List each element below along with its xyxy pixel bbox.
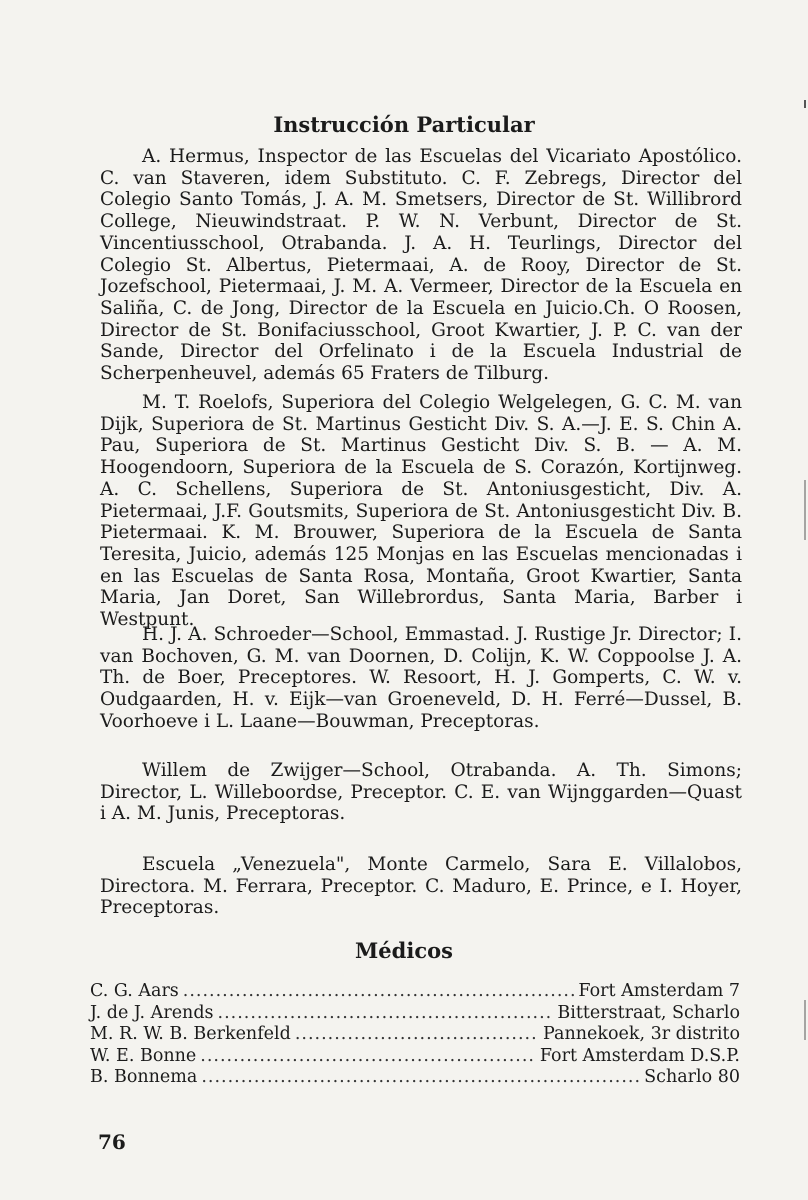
- doctor-address: Scharlo 80: [644, 1067, 740, 1087]
- doctor-name: W. E. Bonne: [90, 1045, 197, 1066]
- scan-edge-mark: [804, 480, 806, 540]
- scan-edge-mark: [804, 1000, 806, 1040]
- paragraph-escuela-venezuela: Escuela „Venezuela", Monte Carmelo, Sara E. Villalobos, Directora. M. Ferrara, Preceptor. C. Maduro, E. Prince, e I. Hoyer, Preceptoras.: [100, 854, 742, 919]
- doctor-name: M. R. W. B. Berkenfeld: [90, 1024, 291, 1044]
- paragraph-monjas: M. T. Roelofs, Superiora del Colegio Welgelegen, G. C. M. van Dijk, Superiora de St. Martinus Gesticht Div. S. A.—J. E. S. Chin A. Pau, Superiora de St. Martinus Gesticht Div. S. B. — A. M. Hoogendoorn, Superiora de la Escuela de S. Corazón, Kortijnweg. A. C. Schellens, Superiora de St. Antoniusgesticht, Div. A. Pietermaai, J.F. Goutsmits, Superiora de St. Antoniusgesticht Div. B. Pietermaai. K. M. Brouwer, Superiora de la Escuela de Santa Teresita, Juicio, además 125 Monjas en las Escuelas mencionadas i en las Escuelas de Santa Rosa, Montaña, Groot Kwartier, Santa Maria, Jan Doret, San Willebrordus, Santa Maria, Barber i Westpunt.: [100, 392, 742, 631]
- doctor-name: B. Bonnema: [90, 1067, 198, 1087]
- page-number: 76: [98, 1130, 126, 1154]
- doctor-address: Pannekoek, 3r distrito: [543, 1024, 740, 1044]
- doctor-address: Fort Amsterdam 7: [578, 981, 740, 1001]
- doctor-address: Bitterstraat, Scharlo: [557, 1002, 740, 1023]
- doctor-entry: [90, 981, 740, 1003]
- doctor-name: C. G. Aars: [90, 981, 179, 1001]
- doctor-entry: [90, 1046, 740, 1068]
- dot-leader: [295, 1024, 539, 1046]
- doctor-entry: [90, 1067, 740, 1089]
- doctor-list: [90, 981, 740, 1089]
- doctor-entry: [90, 1024, 740, 1046]
- dot-leader: [218, 1003, 554, 1025]
- dot-leader: [183, 981, 575, 1003]
- dot-leader: [200, 1046, 536, 1068]
- paragraph-fraters: A. Hermus, Inspector de las Escuelas del Vicariato Apostólico. C. van Staveren, idem Substituto. C. F. Zebregs, Director del Colegio Santo Tomás, J. A. M. Smetsers, Director de St. Willibrord College, Nieuwindstraat. P. W. N. Verbunt, Director de St. Vincentiusschool, Otrabanda. J. A. H. Teurlings, Director del Colegio St. Albertus, Pietermaai, A. de Rooy, Director de St. Jozefschool, Pietermaai, J. M. A. Vermeer, Director de la Escuela en Saliña, C. de Jong, Director de la Escuela en Juicio.Ch. O Roosen, Director de St. Bonifaciusschool, Groot Kwartier, J. P. C. van der Sande, Director del Orfelinato i de la Escuela Industrial de Scherpenheuvel, además 65 Fraters de Tilburg.: [100, 146, 742, 385]
- doctor-entry: [90, 1003, 740, 1025]
- doctor-address: Fort Amsterdam D.S.P.: [539, 1045, 740, 1066]
- paragraph-schroeder-school: H. J. A. Schroeder—School, Emmastad. J. Rustige Jr. Director; I. van Bochoven, G. M. van Doornen, D. Colijn, K. W. Coppoolse J. A. Th. de Boer, Preceptores. W. Resoort, H. J. Gomperts, C. W. v. Oudgaarden, H. v. Eijk—van Groeneveld, D. H. Ferré—Dussel, B. Voorhoeve i L. Laane—Bouwman, Preceptoras.: [100, 624, 742, 732]
- paragraph-willem-de-zwijger-school: Willem de Zwijger—School, Otrabanda. A. Th. Simons; Director, L. Willeboordse, Preceptor. C. E. van Wijnggarden—Quast i A. M. Junis, Preceptoras.: [100, 760, 742, 825]
- section-title-medicos: Médicos: [355, 938, 453, 963]
- section-title-instruccion: Instrucción Particular: [273, 112, 535, 137]
- dot-leader: [201, 1067, 640, 1089]
- scan-edge-mark: [804, 100, 806, 108]
- doctor-name: J. de J. Arends: [90, 1002, 214, 1023]
